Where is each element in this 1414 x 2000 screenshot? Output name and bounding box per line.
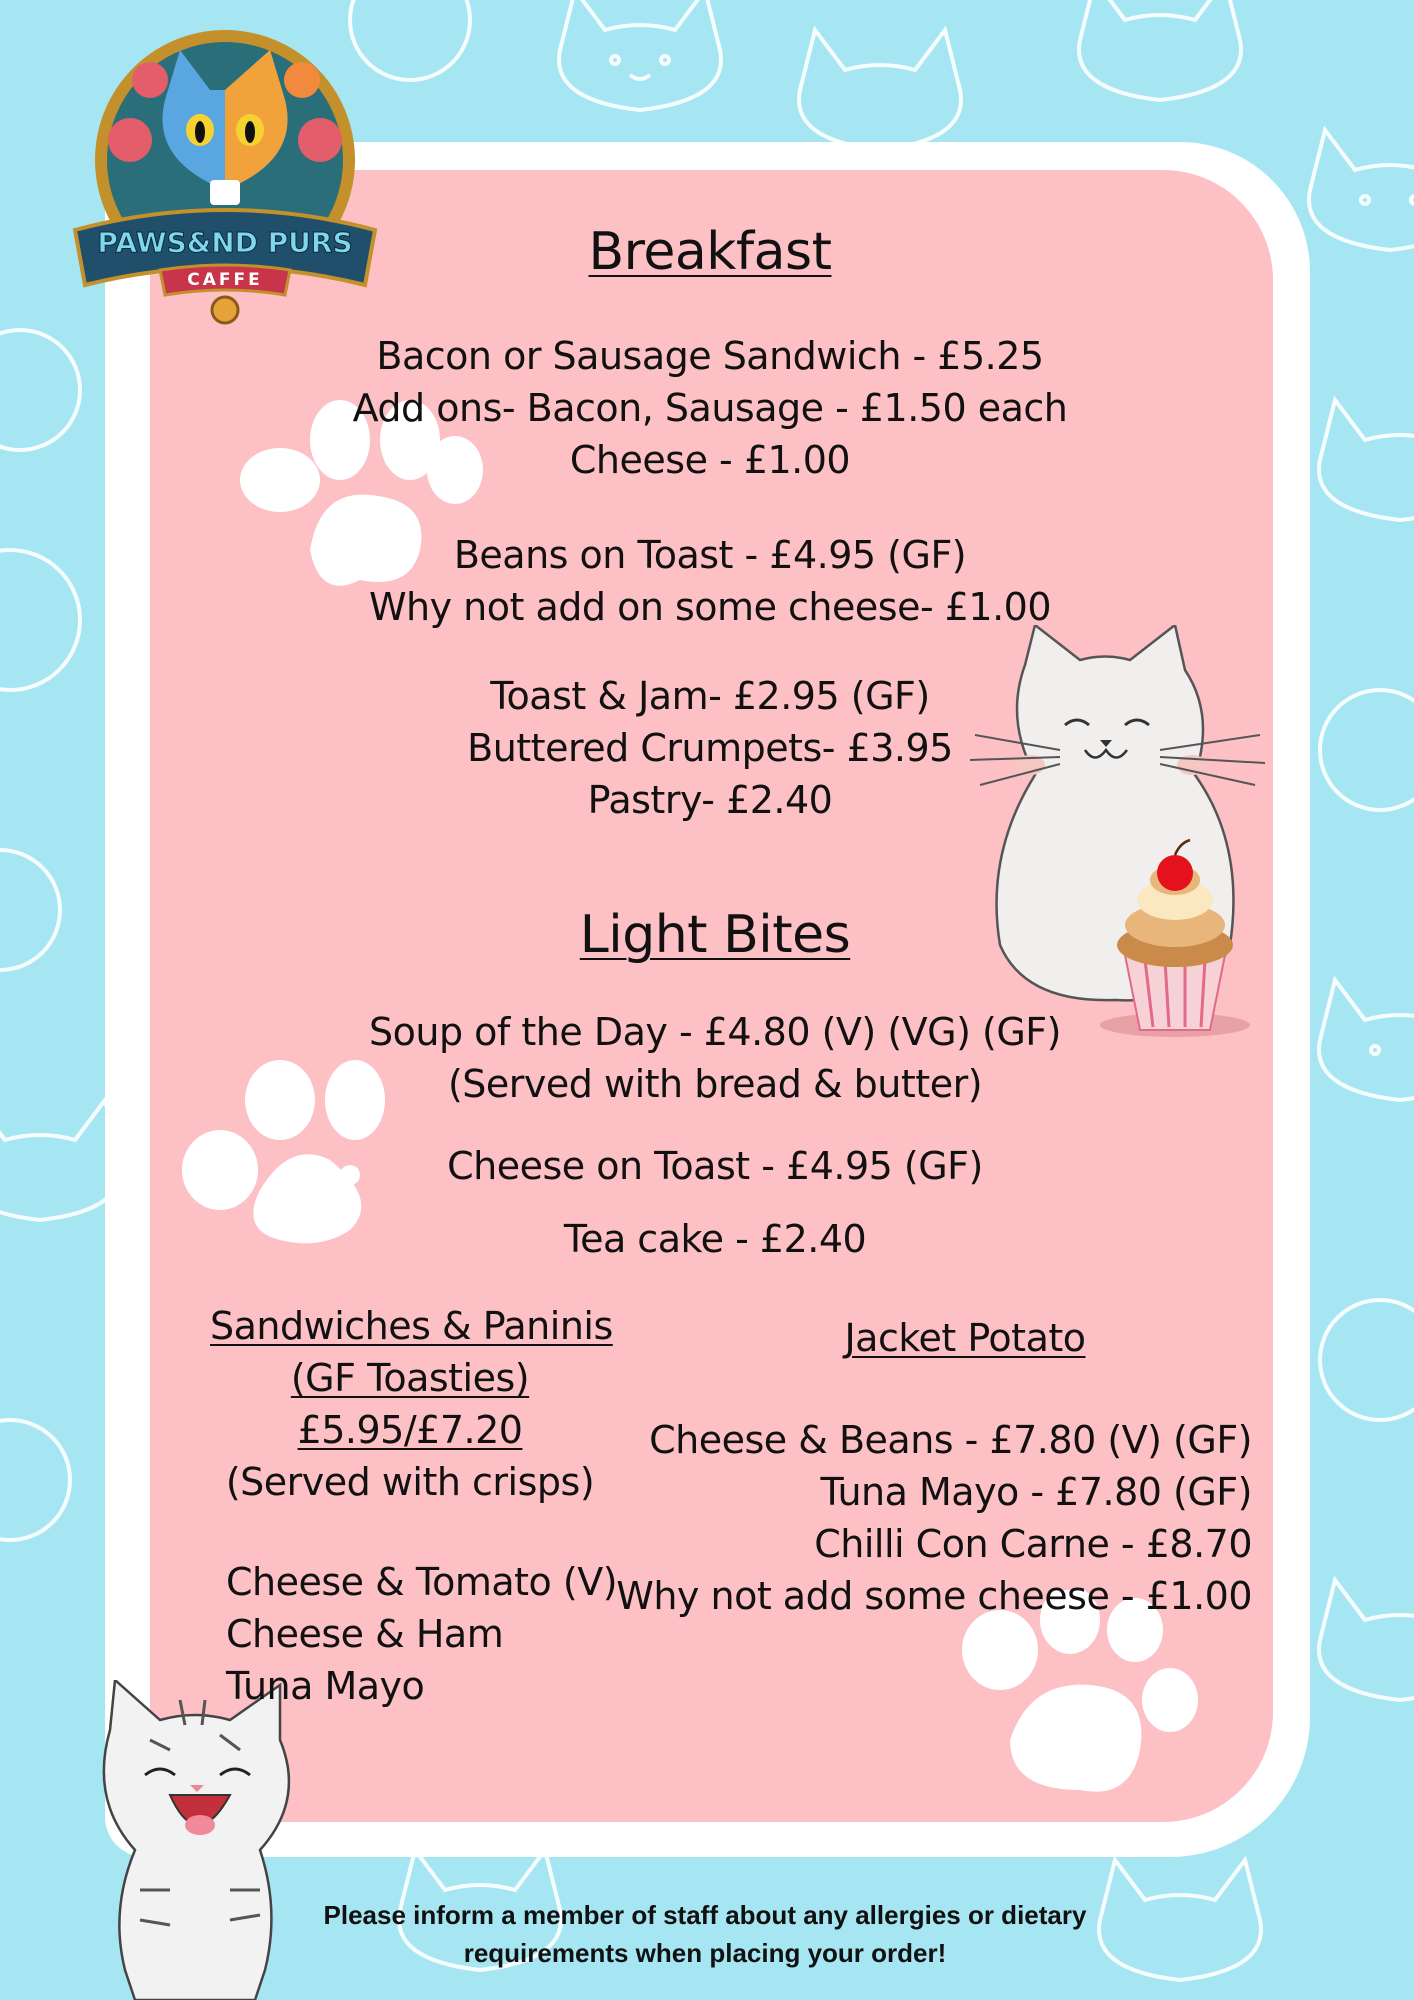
cat-face-outline-icon <box>0 1420 70 1540</box>
cat-face-outline-icon <box>0 850 60 970</box>
menu-item-note: (Served with bread & butter) <box>447 1062 983 1106</box>
menu-item: Pastry- £2.40 <box>587 778 833 822</box>
sandwiches-list <box>226 1556 617 1712</box>
menu-item: Bacon or Sausage Sandwich - £5.25 <box>376 334 1044 378</box>
logo-name: PAWS&ND PURS <box>97 226 353 259</box>
menu-item: Buttered Crumpets- £3.95 <box>467 726 953 770</box>
breakfast-group-2 <box>300 529 1120 633</box>
menu-item: Cheese - £1.00 <box>569 438 851 482</box>
cat-face-outline-icon <box>1319 1580 1414 1700</box>
menu-item: Cheese & Beans - £7.80 (V) (GF) <box>649 1418 1252 1462</box>
cat-face-outline-icon <box>1309 130 1414 250</box>
allergy-notice-line-2: requirements when placing your order! <box>463 1938 947 1968</box>
soup-item <box>300 1006 1130 1110</box>
cat-face-outline-icon <box>1320 1300 1414 1420</box>
menu-item: Why not add some cheese - £1.00 <box>616 1574 1252 1618</box>
menu-item: Soup of the Day - £4.80 (V) (VG) (GF) <box>369 1010 1061 1054</box>
menu-item: Tea cake - £2.40 <box>563 1217 867 1261</box>
menu-item: Add ons- Bacon, Sausage - £1.50 each <box>352 386 1068 430</box>
sandwiches-price: £5.95/£7.20 <box>297 1408 523 1452</box>
sandwiches-subtitle: (GF Toasties) <box>290 1356 530 1400</box>
menu-item: Cheese & Ham <box>226 1612 504 1656</box>
cat-face-outline-icon <box>559 0 721 110</box>
light-bites-heading: Light Bites <box>579 905 851 965</box>
jacket-potato-heading: Jacket Potato <box>844 1316 1086 1360</box>
sandwiches-note: (Served with crisps) <box>225 1460 595 1504</box>
cafe-logo <box>70 20 380 325</box>
sandwiches-section <box>210 1300 613 1508</box>
cat-face-outline-icon <box>0 330 80 450</box>
breakfast-group-3 <box>300 670 1120 826</box>
cat-face-outline-icon <box>1319 980 1414 1100</box>
allergy-notice <box>230 1896 1180 1972</box>
menu-item: Beans on Toast - £4.95 (GF) <box>453 533 967 577</box>
allergy-notice-line-1: Please inform a member of staff about any allergies or dietary <box>323 1900 1087 1930</box>
menu-item: Cheese on Toast - £4.95 (GF) <box>447 1144 983 1188</box>
menu-item: Cheese & Tomato (V) <box>226 1560 618 1604</box>
menu-item: Toast & Jam- £2.95 (GF) <box>490 674 930 718</box>
menu-item: Why not add on some cheese- £1.00 <box>368 585 1052 629</box>
cat-face-outline-icon <box>799 30 961 150</box>
cat-face-outline-icon <box>1320 690 1414 810</box>
breakfast-group-1 <box>300 330 1120 486</box>
jacket-potato-list <box>600 1414 1252 1622</box>
cat-face-outline-icon <box>0 1100 121 1220</box>
cat-face-outline-icon <box>1319 400 1414 520</box>
logo-tagline: CAFFE <box>187 270 263 290</box>
menu-item: Tuna Mayo - £7.80 (GF) <box>820 1470 1252 1514</box>
menu-item: Tuna Mayo <box>226 1664 425 1708</box>
cat-face-outline-icon <box>1079 0 1241 100</box>
cat-face-outline-icon <box>0 550 80 690</box>
sandwiches-heading: Sandwiches & Paninis <box>210 1304 613 1348</box>
menu-item: Chilli Con Carne - £8.70 <box>814 1522 1252 1566</box>
breakfast-heading: Breakfast <box>588 222 832 282</box>
